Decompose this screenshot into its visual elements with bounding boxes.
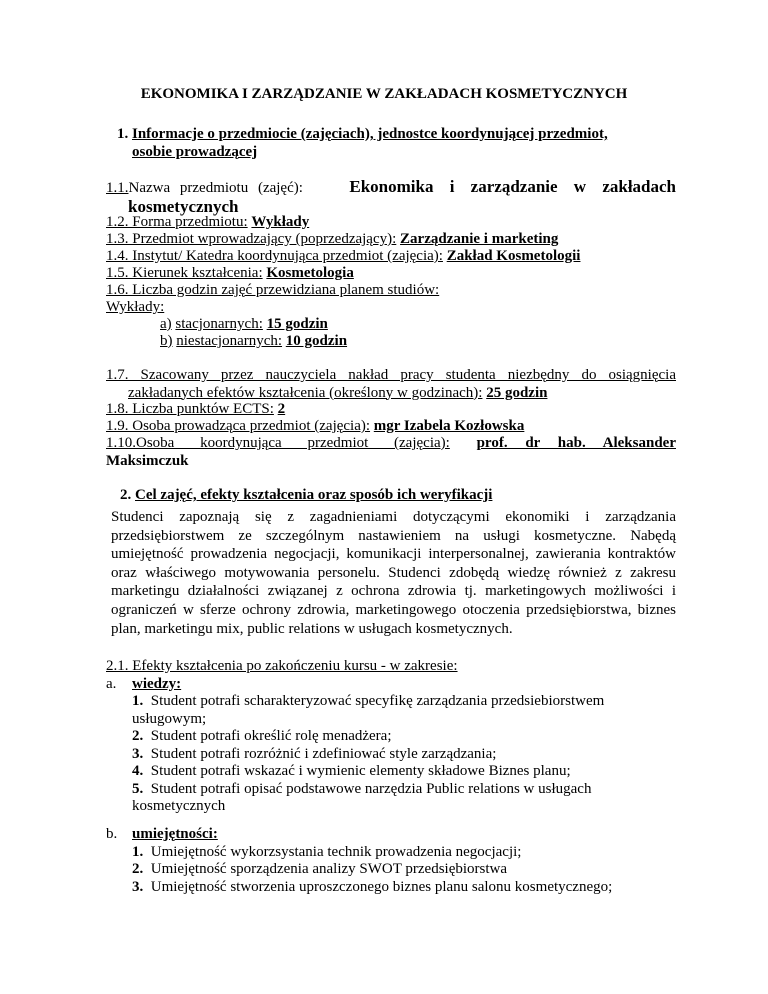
item-1-2: 1.2. Forma przedmiotu: Wykłady: [106, 214, 310, 230]
item-1-1-number: 1.1.: [106, 180, 129, 196]
item-1-5: 1.5. Kierunek kształcenia: Kosmetologia: [106, 265, 354, 281]
skill-item: 3. Umiejętność stworzenia uproszczonego biznes planu salonu kosmetycznego;: [132, 878, 613, 895]
knowledge-item: 1. Student potrafi scharakteryzować specyfikę zarządzania przedsiebiorstwem: [132, 693, 605, 709]
item-1-1: [106, 178, 676, 215]
item-1-4: 1.4. Instytut/ Katedra koordynująca przedmiot (zajęcia): Zakład Kosmetologii: [106, 248, 581, 264]
knowledge-item-continuation: kosmetycznych: [132, 798, 226, 814]
item-1-1-value-line1: Ekonomika i zarządzanie w zakładach: [349, 177, 676, 196]
section-2-paragraph: Studenci zapoznają się z zagadnieniami dotyczącymi ekonomiki i zarządzania przedsiębiorstwem ze szczególnym nastawieniem na usługi kosmetyczne. Nabędą umiejętność prowadzenia negocjacji, komunikacji interpersonalnej, zawierania kontraktów oraz właściwego motywowania personelu. Studenci zdobędą wiedzę również z zakresu marketingu działalności związanej z ochrona zdrowia tj. marketingowych możliwości i ograniczeń w sferze ochrony zdrowia, marketingowego otoczenia przedsiębiorstwa, biznes plan, marketingu mix, public relations w usługach kosmetycznych.: [111, 509, 676, 637]
item-1-3: 1.3. Przedmiot wprowadzający (poprzedzający): Zarządzanie i marketing: [106, 231, 559, 247]
skill-item: 2. Umiejętność sporządzenia analizy SWOT przedsiębiorstwa: [132, 861, 508, 877]
skills-list: b. umiejętności: 1. Umiejętność wykorzsystania technik prowadzenia negocjacji; 2. Umiejętność sporządzenia analizy SWOT przedsiębiorstwa 3. Umiejętność stworzenia uproszczonego biznes planu salonu kosmetycznego;: [106, 826, 706, 896]
document-title: EKONOMIKA I ZARZĄDZANIE W ZAKŁADACH KOSMETYCZNYCH: [140, 86, 628, 102]
hours-nonstationary: b) niestacjonarnych: 10 godzin: [160, 333, 348, 349]
item-1-1-label: Nazwa przedmiotu (zajęć):: [128, 180, 303, 196]
section-2-1: 2.1. Efekty kształcenia po zakończeniu kursu - w zakresie: a. wiedzy: 1. Student potrafi scharakteryzować specyfikę zarządzania przedsiebiorstwem usługowym; 2. Student potrafi określić rolę menadżera; 3. Student potrafi rozróżnić i zdefiniować style zarządzania; 4. Student potrafi wskazać i wymienic elementy składowe Biznes planu; 5. Student potrafi opisać podstawowe narzędzia Public relations w usługach kosmetycznych: [106, 658, 706, 816]
knowledge-item-continuation: usługowym;: [132, 710, 207, 727]
item-1-1-value-line2: kosmetycznych: [128, 196, 239, 216]
knowledge-item: 3. Student potrafi rozróżnić i zdefiniować style zarządzania;: [132, 745, 497, 762]
item-1-8: 1.8. Liczba punktów ECTS: 2: [106, 401, 286, 417]
wyklady-label: Wykłady:: [106, 299, 165, 315]
section-1-number: 1.: [117, 126, 129, 142]
section-1-heading-line1: Informacje o przedmiocie (zajęciach), jednostce koordynującej przedmiot,: [132, 126, 608, 142]
item-1-6: 1.6. Liczba godzin zajęć przewidziana planem studiów:: [106, 282, 440, 298]
section-1-heading: [117, 126, 677, 161]
hours-stationary: a) stacjonarnych: 15 godzin: [160, 316, 328, 332]
skill-item: 1. Umiejętność wykorzsystania technik prowadzenia negocjacji;: [132, 843, 522, 860]
item-1-7: 1.7. Szacowany przez nauczyciela nakład pracy studenta niezbędny do osiągnięcia zakładanych efektów kształcenia (określony w godzinach): 25 godzin: [106, 367, 676, 401]
knowledge-item: 4. Student potrafi wskazać i wymienic elementy składowe Biznes planu;: [132, 763, 571, 779]
item-1-10: 1.10.Osoba koordynująca przedmiot (zajęcia): prof. dr hab. Aleksander Maksimczuk: [106, 435, 676, 469]
item-1-9: 1.9. Osoba prowadząca przedmiot (zajęcia): mgr Izabela Kozłowska: [106, 418, 525, 434]
knowledge-item: 2. Student potrafi określić rolę menadżera;: [132, 728, 392, 744]
section-1-heading-line2: osobie prowadzącej: [132, 143, 258, 160]
knowledge-item: 5. Student potrafi opisać podstawowe narzędzia Public relations w usługach: [132, 780, 592, 797]
section-2-heading: 2. Cel zajęć, efekty kształcenia oraz sposób ich weryfikacji: [120, 487, 493, 503]
